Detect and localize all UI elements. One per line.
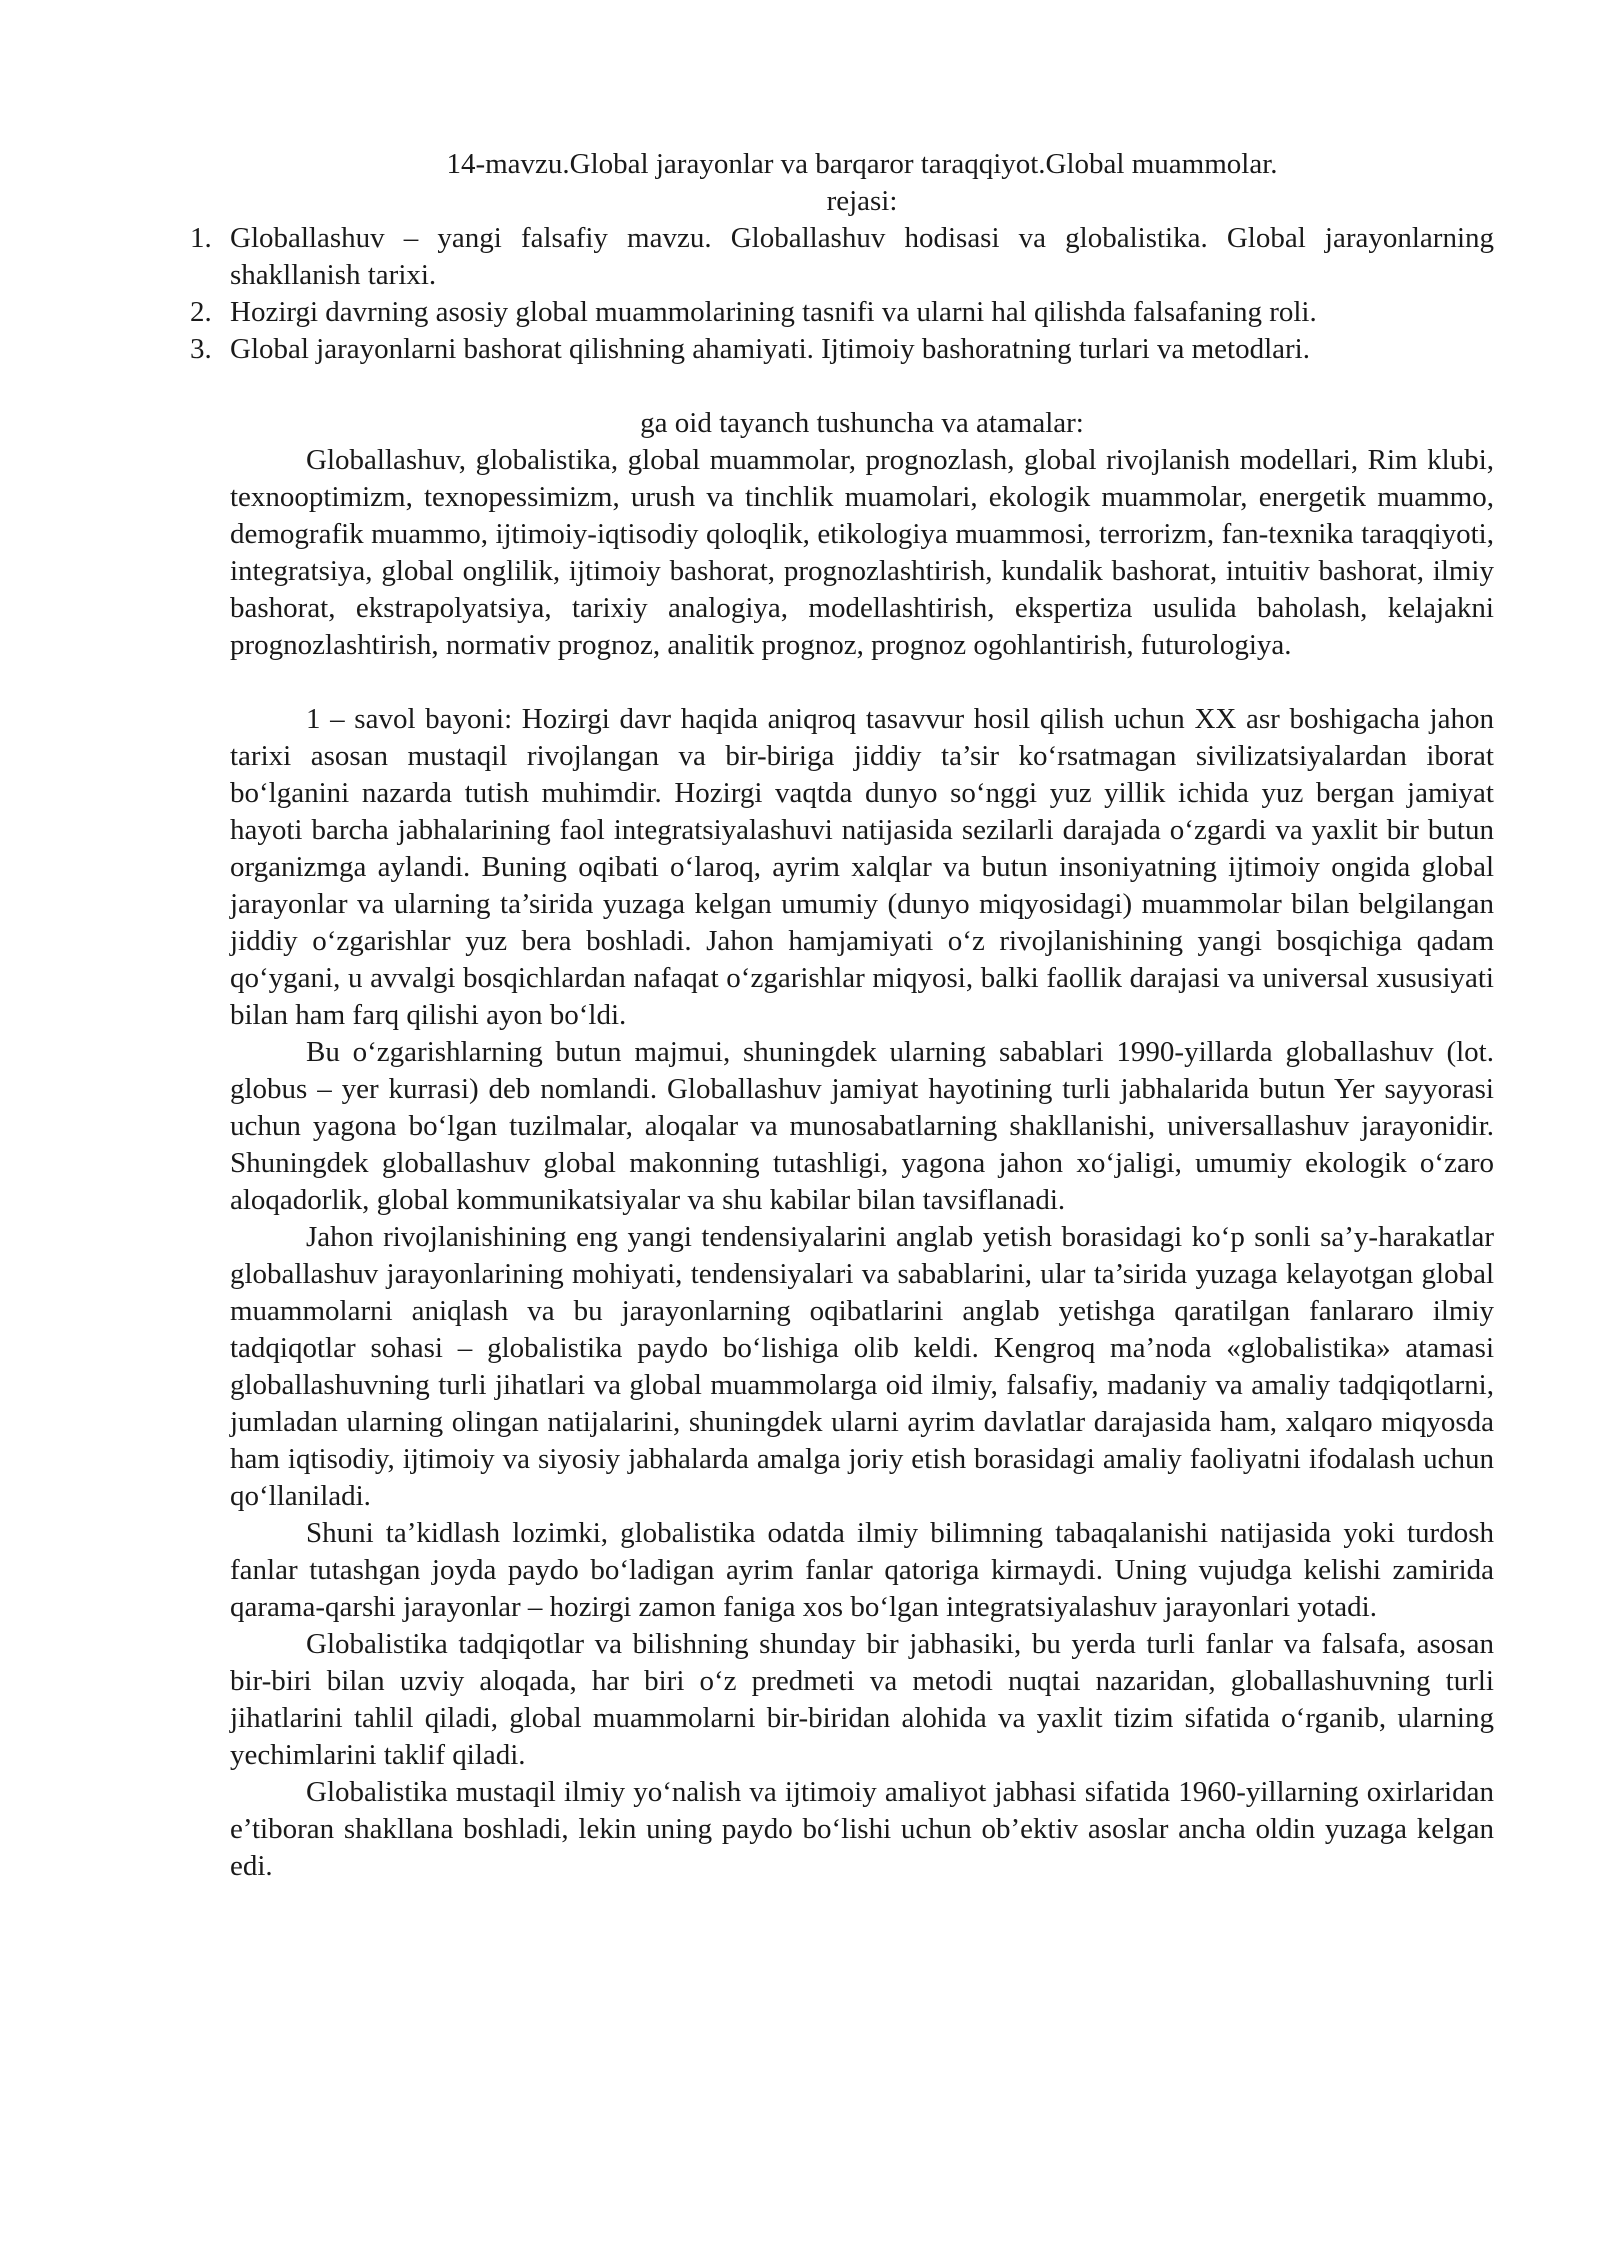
body-paragraph: Bu o‘zgarishlarning butun majmui, shuningdek ularning sabablari 1990-yillarda globallashuv (lot. globus – yer kurrasi) deb nomlandi. Globallashuv jamiyat hayotining turli jabhalarida butun Yer sayyorasi uchun yagona bo‘lgan tuzilmalar, aloqalar va munosabatlarning shakllanishi, universallashuv jarayonidir. Shuningdek globallashuv global makonning tutashligi, yagona jahon xo‘jaligi, umumiy ekologik o‘zaro aloqadorlik, global kommunikatsiyalar va shu kabilar bilan tavsiflanadi. — [230, 1036, 1494, 1216]
document-title: 14-mavzu.Global jarayonlar va barqaror taraqqiyot.Global muammolar. — [446, 148, 1278, 180]
keywords-heading: ga oid tayanch tushuncha va atamalar: — [640, 407, 1084, 439]
keywords-paragraph: Globallashuv, globalistika, global muammolar, prognozlash, global rivojlanish modellari, Rim klubi, texnooptimizm, texnopessimizm, urush va tinchlik muamolari, ekologik muammolar, energetik muammo, demografik muammo, ijtimoiy-iqtisodiy qoloqlik, etikologiya muammosi, terrorizm, fan-texnika taraqqiyoti, integratsiya, global onglilik, ijtimoiy bashorat, prognozlashtirish, kundalik bashorat, intuitiv bashorat, ilmiy bashorat, ekstrapolyatsiya, tarixiy analogiya, modellashtirish, ekspertiza usulida baholash, kelajakni prognozlashtirish, normativ prognoz, analitik prognoz, prognoz ogohlantirish, futurologiya. — [230, 444, 1494, 661]
plan-item-number: 1. — [190, 222, 212, 254]
plan-list — [190, 220, 1494, 368]
plan-item-text: Hozirgi davrning asosiy global muammolarining tasnifi va ularni hal qilishda falsafaning roli. — [230, 296, 1317, 328]
plan-item-number: 3. — [190, 333, 212, 365]
plan-item-number: 2. — [190, 296, 212, 328]
section-spacer — [230, 664, 1494, 701]
plan-heading: rejasi: — [826, 185, 898, 217]
plan-item-text: Global jarayonlarni bashorat qilishning ahamiyati. Ijtimoiy bashoratning turlari va metodlari. — [230, 333, 1310, 365]
body-paragraph: Globalistika mustaqil ilmiy yo‘nalish va ijtimoiy amaliyot jabhasi sifatida 1960-yillarning oxirlaridan e’tiboran shakllana boshladi, lekin uning paydo bo‘lishi uchun ob’ektiv asoslar ancha oldin yuzaga kelgan edi. — [230, 1776, 1494, 1882]
body-paragraph: Jahon rivojlanishining eng yangi tendensiyalarini anglab yetish borasidagi ko‘p sonli sa’y-harakatlar globallashuv jarayonlarining mohiyati, tendensiyalari va sabablarini, ular ta’sirida yuzaga kelayotgan global muammolarni aniqlash va bu jarayonlarning oqibatlarini anglab yetishga qaratilgan fanlararo ilmiy tadqiqotlar sohasi – globalistika paydo bo‘lishiga olib keldi. Kengroq ma’noda «globalistika» atamasi globallashuvning turli jihatlari va global muammolarga oid ilmiy, falsafiy, madaniy va amaliy tadqiqotlarni, jumladan ularning olingan natijalarini, shuningdek ularni ayrim davlatlar darajasida ham, xalqaro miqyosda ham iqtisodiy, ijtimoiy va siyosiy jabhalarda amalga joriy etish borasidagi amaliy faoliyatni ifodalash uchun qo‘llaniladi. — [230, 1221, 1494, 1512]
document-page — [190, 146, 1494, 1885]
body-paragraph: 1 – savol bayoni: Hozirgi davr haqida aniqroq tasavvur hosil qilish uchun XX asr boshigacha jahon tarixi asosan mustaqil rivojlangan va bir-biriga jiddiy ta’sir ko‘rsatmagan sivilizatsiyalardan iborat bo‘lganini nazarda tutish muhimdir. Hozirgi vaqtda dunyo so‘nggi yuz yillik ichida yuz bergan jamiyat hayoti barcha jabhalarining faol integratsiyalashuvi natijasida sezilarli darajada o‘zgardi va yaxlit bir butun organizmga aylandi. Buning oqibati o‘laroq, ayrim xalqlar va butun insoniyatning ijtimoiy ongida global jarayonlar va ularning ta’sirida yuzaga kelgan umumiy (dunyo miqyosidagi) muammolar bilan belgilangan jiddiy o‘zgarishlar yuz bera boshladi. Jahon hamjamiyati o‘z rivojlanishining yangi bosqichiga qadam qo‘ygani, u avvalgi bosqichlardan nafaqat o‘zgarishlar miqyosi, balki faollik darajasi va universal xususiyati bilan ham farq qilishi ayon bo‘ldi. — [230, 703, 1494, 1031]
plan-item — [190, 294, 1494, 331]
plan-item — [190, 220, 1494, 294]
body-paragraph: Globalistika tadqiqotlar va bilishning shunday bir jabhasiki, bu yerda turli fanlar va falsafa, asosan bir-biri bilan uzviy aloqada, har biri o‘z predmeti va metodi nuqtai nazaridan, globallashuvning turli jihatlarini tahlil qiladi, global muammolarni bir-biridan alohida va yaxlit tizim sifatida o‘rganib, ularning yechimlarini taklif qiladi. — [230, 1628, 1494, 1771]
body-paragraph: Shuni ta’kidlash lozimki, globalistika odatda ilmiy bilimning tabaqalanishi natijasida yoki turdosh fanlar tutashgan joyda paydo bo‘ladigan ayrim fanlar qatoriga kirmaydi. Uning vujudga kelishi zamirida qarama-qarshi jarayonlar – hozirgi zamon faniga xos bo‘lgan integratsiyalashuv jarayonlari yotadi. — [230, 1517, 1494, 1623]
plan-item-text: Globallashuv – yangi falsafiy mavzu. Globallashuv hodisasi va globalistika. Global jarayonlarning shakllanish tarixi. — [230, 222, 1494, 291]
plan-item — [190, 331, 1494, 368]
